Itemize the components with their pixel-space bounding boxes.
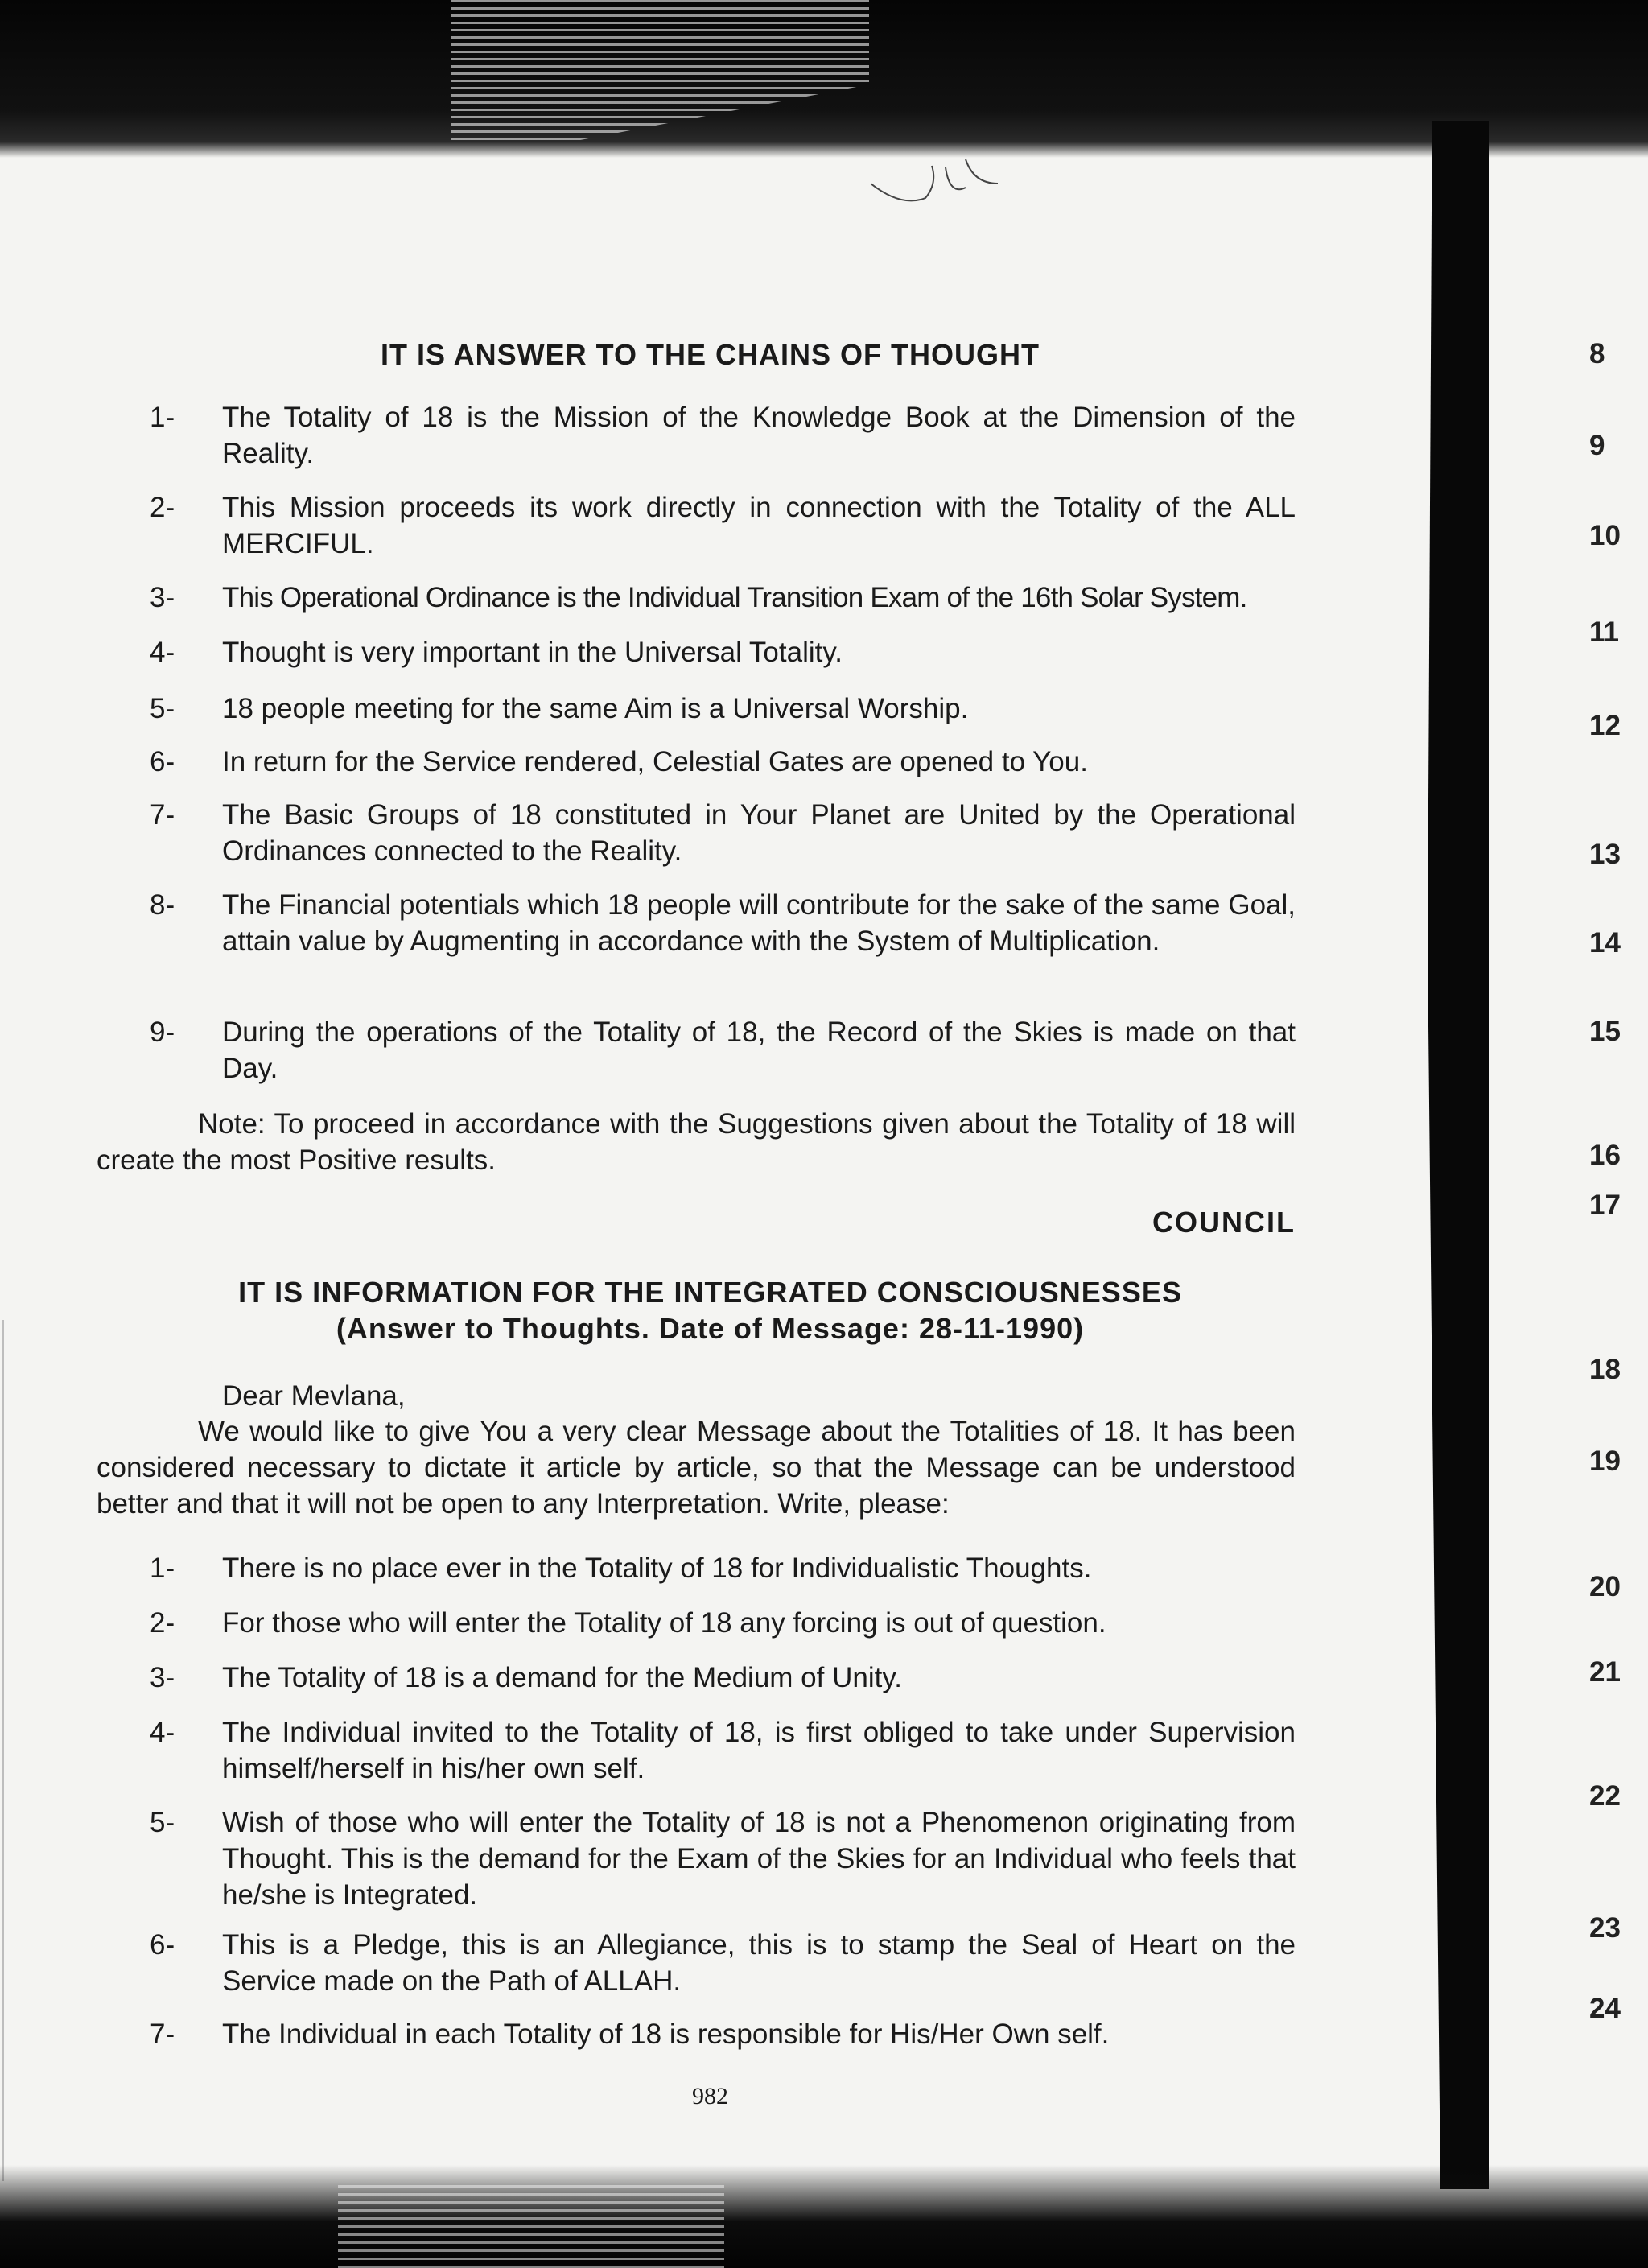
adjacent-page-number: 16 xyxy=(1589,1140,1621,1171)
item-number: 2- xyxy=(150,1607,175,1639)
page-number: 982 xyxy=(692,2083,728,2109)
note-paragraph: Note: To proceed in accordance with the Suggestions given about the Totality of 18 will create the most Positive results. xyxy=(97,1108,1296,1176)
item-text: This is a Pledge, this is an Allegiance, this is to stamp the Seal of Heart on the Service made on the Path of ALLAH. xyxy=(222,1929,1296,1997)
adjacent-page-number: 8 xyxy=(1589,338,1605,369)
item-text: For those who will enter the Totality of 18 any forcing is out of question. xyxy=(222,1607,1106,1639)
item-text: 18 people meeting for the same Aim is a Universal Worship. xyxy=(222,693,969,724)
item-text: There is no place ever in the Totality of 18 for Individualistic Thoughts. xyxy=(222,1553,1092,1584)
item-text: During the operations of the Totality of 18, the Record of the Skies is made on that Day. xyxy=(222,1016,1296,1084)
adjacent-page-number: 18 xyxy=(1589,1354,1621,1385)
item-number: 4- xyxy=(150,637,175,668)
item-number: 3- xyxy=(150,582,175,613)
item-number: 6- xyxy=(150,1929,175,1961)
item-text: This Operational Ordinance is the Individual Transition Exam of the 16th Solar System. xyxy=(222,582,1247,613)
adjacent-page-number: 14 xyxy=(1589,927,1621,959)
scan-bottom-streak xyxy=(338,2185,724,2268)
item-number: 9- xyxy=(150,1016,175,1048)
item-text: This Mission proceeds its work directly in connection with the Totality of the ALL MERCIFUL. xyxy=(222,492,1296,559)
adjacent-page-number: 11 xyxy=(1589,616,1619,648)
adjacent-page-number: 24 xyxy=(1589,1993,1621,2024)
item-text: The Individual in each Totality of 18 is responsible for His/Her Own self. xyxy=(222,2019,1110,2050)
section2-title: IT IS INFORMATION FOR THE INTEGRATED CONSCIOUSNESSES xyxy=(238,1276,1182,1309)
pen-mark xyxy=(869,151,1006,224)
salutation: Dear Mevlana, xyxy=(222,1380,406,1412)
adjacent-page-number: 23 xyxy=(1589,1912,1621,1944)
adjacent-page-number: 22 xyxy=(1589,1780,1621,1812)
adjacent-page-number: 13 xyxy=(1589,839,1621,870)
item-number: 8- xyxy=(150,889,175,921)
scan-bottom-shadow xyxy=(0,2165,1648,2268)
item-text: The Totality of 18 is the Mission of the Knowledge Book at the Dimension of the Reality. xyxy=(222,402,1296,469)
item-number: 7- xyxy=(150,799,175,831)
item-text: The Basic Groups of 18 constituted in Your Planet are United by the Operational Ordinances connected to the Reality. xyxy=(222,799,1296,867)
adjacent-page-number: 19 xyxy=(1589,1445,1621,1477)
item-number: 6- xyxy=(150,746,175,777)
adjacent-page-number: 9 xyxy=(1589,430,1605,461)
adjacent-page-number: 20 xyxy=(1589,1571,1621,1602)
item-text: The Totality of 18 is a demand for the Medium of Unity. xyxy=(222,1662,902,1693)
item-text: Wish of those who will enter the Totality of 18 is not a Phenomenon originating from Thought. This is the demand for the Exam of the Skies for an Individual who feels that he/she is Integrated. xyxy=(222,1807,1296,1911)
item-number: 4- xyxy=(150,1717,175,1748)
item-text: In return for the Service rendered, Celestial Gates are opened to You. xyxy=(222,746,1088,777)
adjacent-page-number: 12 xyxy=(1589,710,1621,741)
item-number: 3- xyxy=(150,1662,175,1693)
adjacent-page-margin xyxy=(1589,0,1648,2268)
section1-title: IT IS ANSWER TO THE CHAINS OF THOUGHT xyxy=(381,338,1040,371)
intro-paragraph: We would like to give You a very clear Message about the Totalities of 18. It has been considered necessary to dictate it article by article, so that the Message can be understood better and that it will not be open to any Interpretation. Write, please: xyxy=(97,1416,1296,1520)
adjacent-page-number: 21 xyxy=(1589,1656,1621,1688)
item-text: The Individual invited to the Totality of 18, is first obliged to take under Supervision himself/herself in his/her own self. xyxy=(222,1717,1296,1784)
item-text: The Financial potentials which 18 people will contribute for the sake of the same Goal, attain value by Augmenting in accordance with the System of Multiplication. xyxy=(222,889,1296,957)
item-number: 5- xyxy=(150,693,175,724)
scan-left-edge xyxy=(2,1320,4,2181)
item-number: 5- xyxy=(150,1807,175,1838)
scan-book-gutter xyxy=(1424,121,1489,2189)
item-number: 1- xyxy=(150,402,175,433)
signature-council: COUNCIL xyxy=(1152,1206,1296,1239)
item-number: 1- xyxy=(150,1553,175,1584)
adjacent-page-number: 10 xyxy=(1589,520,1621,551)
item-number: 2- xyxy=(150,492,175,523)
adjacent-page-number: 15 xyxy=(1589,1016,1621,1047)
adjacent-page-number: 17 xyxy=(1589,1190,1621,1221)
section2-subtitle: (Answer to Thoughts. Date of Message: 28-11-1990) xyxy=(336,1312,1085,1345)
item-text: Thought is very important in the Universal Totality. xyxy=(222,637,843,668)
item-number: 7- xyxy=(150,2019,175,2050)
